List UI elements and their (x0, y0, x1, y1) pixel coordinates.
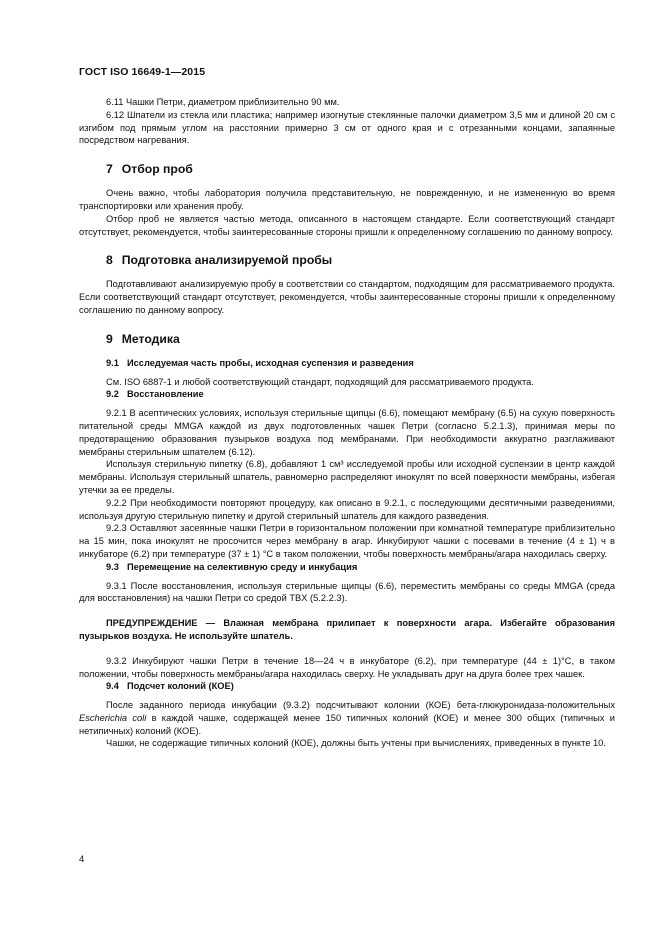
section-7-number: 7 (106, 162, 113, 177)
section-8-heading (79, 252, 615, 268)
paragraph-9-2-1-a: 9.2.1 В асептических условиях, используя стерильные щипцы (6.6), помещают мембрану (6.5) на сухую поверхность питательной среды MMGA каждой из двух подготовленных чашек Петри (согласно 5.2.1.3), принимая меры по предотвращению образования пузырьков воздуха под мембранами. При необходимости аккуратно разглаживают мембраны стерильным шпателем (6.12). (79, 408, 615, 457)
item-6-11: 6.11 Чашки Петри, диаметром приблизительно 90 мм. (106, 97, 340, 107)
page-number: 4 (79, 854, 85, 865)
subsection-9-3-title: Перемещение на селективную среду и инкубация (126, 561, 358, 572)
paragraph-9-2-3: 9.2.3 Оставляют засеянные чашки Петри в горизонтальном положении при комнатной температуре приблизительно на 15 мин, пока инокулят не просочится через мембрану в агар. Инкубируют чашки с посевами в течение (4 ± 1) ч в инкубаторе (6.2) при температуре (37 ± 1) °С в таком положении, чтобы поверхность мембраны/агара находилась сверху. (79, 523, 615, 559)
subsection-9-4-heading (79, 680, 615, 693)
section-9-number: 9 (106, 331, 113, 346)
subsection-9-1-text: См. ISO 6887-1 и любой соответствующий стандарт, подходящий для рассматриваемого продукта. (106, 376, 534, 387)
section-8-number: 8 (106, 253, 113, 268)
paragraph-9-4-b: Чашки, не содержащие типичных колоний (КОЕ), должны быть учтены при вычислениях, приведенных в пункте 10. (106, 738, 606, 749)
item-6-12: 6.12 Шпатели из стекла или пластика; например изогнутые стеклянные палочки диаметром 3,5 мм и длиной 20 см с изгибом под прямым углом на расстоянии примерно 3 см от одного края и с отрезанными концами, запаянные посредством нагревания. (79, 109, 615, 146)
subsection-9-3-heading (79, 561, 615, 574)
section-7-paragraph-2: Отбор проб не является частью метода, описанного в настоящем стандарте. Если соответствующий стандарт отсутствует, рекомендуется, чтобы заинтересованные стороны пришли к определенному соглашению по данному вопросу. (79, 213, 615, 237)
subsection-9-2-heading (79, 388, 615, 401)
subsection-9-1-heading (79, 357, 615, 370)
paragraph-9-3-2: 9.3.2 Инкубируют чашки Петри в течение 18—24 ч в инкубаторе (6.2), при температуре (44 ± 1)°С, в таком положении, чтобы поверхность мембраны/агара находилась сверху. Не укладывать друг на друга более трех чашек. (79, 655, 615, 679)
subsection-9-4-number: 9.4 (106, 681, 119, 692)
subsection-9-2-title: Восстановление (126, 389, 204, 400)
section-7-heading (79, 161, 615, 177)
subsection-9-2-number: 9.2 (106, 389, 119, 400)
section-7-paragraph-1: Очень важно, чтобы лаборатория получила представительную, не поврежденную, и не измененную во время транспортировки или хранения пробу. (79, 188, 615, 211)
section-8-title: Подготовка анализируемой пробы (121, 253, 333, 268)
subsection-9-1-number: 9.1 (106, 357, 119, 368)
paragraph-9-4-a-end: в каждой чашке, содержащей менее 150 типичных колоний (КОЕ) и менее 300 общих (типичных и нетипичных) колоний (КОЕ). (79, 712, 615, 736)
species-name: Escherichia coli (79, 712, 147, 723)
subsection-9-4-title: Подсчет колоний (КОЕ) (126, 681, 234, 692)
paragraph-9-4-a-start: После заданного периода инкубации (9.3.2) подсчитывают колонии (КОЕ) бета-глюкуронидаза-положительных (106, 700, 615, 711)
section-9-heading (79, 331, 615, 347)
subsection-9-3-number: 9.3 (106, 561, 119, 572)
paragraph-9-2-2: 9.2.2 При необходимости повторяют процедуру, как описано в 9.2.1, с последующими десятичными разведениями, используя другую стерильную пипетку и другой стерильный шпатель для каждого разведения. (79, 497, 615, 521)
section-7-title: Отбор проб (121, 162, 193, 177)
section-9-title: Методика (121, 331, 180, 346)
paragraph-9-3-1: 9.3.1 После восстановления, используя стерильные щипцы (6.6), переместить мембраны со среды MMGA (среда для восстановления) на чашки Петри со средой TBX (5.2.2.3). (79, 580, 615, 604)
section-8-paragraph-1: Подготавливают анализируемую пробу в соответствии со стандартом, подходящим для рассматриваемого продукта. Если соответствующий стандарт отсутствует, рекомендуется, чтобы заинтересованные стороны пришли к определенному соглашению по данному вопросу. (79, 279, 615, 315)
paragraph-9-4-a (79, 699, 615, 737)
warning-note: ПРЕДУПРЕЖДЕНИЕ — Влажная мембрана прилипает к поверхности агара. Избегайте образования пузырьков воздуха. Не используйте шпатель. (79, 618, 615, 641)
page-content (79, 96, 615, 750)
page-header: ГОСТ ISO 16649-1—2015 (79, 66, 206, 78)
subsection-9-1-title: Исследуемая часть пробы, исходная суспензия и разведения (126, 357, 414, 368)
paragraph-9-2-1-b: Используя стерильную пипетку (6.8), добавляют 1 см³ исследуемой пробы или исходной суспензии в центр каждой мембраны. Используя стерильный шпатель, равномерно распределяют инокулят по всей поверхности мембраны, избегая утечки за ее пределы. (79, 459, 615, 495)
